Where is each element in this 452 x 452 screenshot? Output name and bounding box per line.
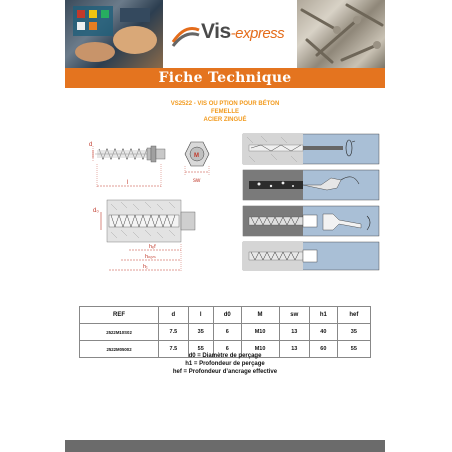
cell-l: 35	[188, 324, 213, 341]
col-sw: sw	[279, 307, 309, 324]
legend-d0: d0 = Diamètre de perçage	[188, 353, 262, 359]
cell-d0: 6	[213, 324, 241, 341]
product-title-line1: VS2522 - VIS OU PTION POUR BÉTON	[170, 101, 280, 107]
logo-area	[163, 0, 297, 68]
col-hef: hef	[337, 307, 370, 324]
cell-d: 7.5	[159, 341, 189, 358]
label-hnom: hₙₒₘ	[145, 254, 156, 260]
cell-h1: 40	[310, 324, 338, 341]
table-row	[80, 324, 371, 341]
screw-side-view	[89, 142, 165, 188]
brand-main: Vis	[201, 20, 231, 43]
brand-sub: -express	[230, 25, 285, 42]
product-title-line2: FEMELLE	[211, 109, 239, 115]
cell-m: M10	[241, 341, 279, 358]
step-clean	[243, 170, 379, 200]
cell-d0: 6	[213, 341, 241, 358]
step-drill	[243, 134, 379, 164]
abbreviation-legend	[65, 352, 385, 376]
cell-d: 7.5	[159, 324, 189, 341]
banner-title: Fiche Technique	[158, 70, 292, 86]
legend-hef: hef = Profondeur d’ancrage effective	[172, 369, 278, 375]
hex-head-front-view	[185, 142, 209, 184]
header-photo-screws	[297, 0, 385, 68]
col-ref: REF	[80, 307, 159, 324]
col-m: M	[241, 307, 279, 324]
cell-m: M10	[241, 324, 279, 341]
cell-ref: 2522M05002	[80, 341, 159, 358]
col-d0: d0	[213, 307, 241, 324]
cell-l: 55	[188, 341, 213, 358]
cell-h1: 60	[310, 341, 338, 358]
cell-ref: 2522M10S02	[80, 324, 159, 341]
label-d: d	[89, 142, 93, 148]
col-l: l	[188, 307, 213, 324]
brand-logo-text	[201, 20, 284, 44]
step-screw	[243, 206, 379, 236]
cell-sw: 13	[279, 341, 309, 358]
cell-hef: 35	[337, 324, 370, 341]
cell-hef: 55	[337, 341, 370, 358]
footer-bar	[65, 440, 385, 452]
label-l: l	[127, 180, 129, 186]
label-sw: sw	[193, 178, 201, 184]
cell-sw: 13	[279, 324, 309, 341]
label-hef: hₑf	[149, 244, 156, 250]
technical-sheet-page	[65, 0, 385, 452]
col-d: d	[159, 307, 189, 324]
header-photo-tools	[65, 0, 163, 68]
col-h1: h1	[310, 307, 338, 324]
table-header-row	[80, 307, 371, 324]
step-installed	[243, 242, 379, 270]
product-title	[65, 100, 385, 124]
product-title-line3: ACIER ZINGUÉ	[203, 117, 247, 123]
screw-dimension-diagram	[87, 132, 237, 282]
logo-swoosh-icon	[171, 22, 201, 48]
installation-steps-diagram	[241, 132, 381, 272]
installed-section-view	[93, 200, 195, 272]
legend-h1: h1 = Profondeur de perçage	[185, 361, 265, 367]
dimensions-table	[79, 306, 371, 358]
fiche-technique-banner	[65, 68, 385, 88]
label-h1: h₁	[143, 264, 148, 270]
label-m: M	[194, 153, 199, 159]
label-d0: d₀	[93, 208, 99, 214]
